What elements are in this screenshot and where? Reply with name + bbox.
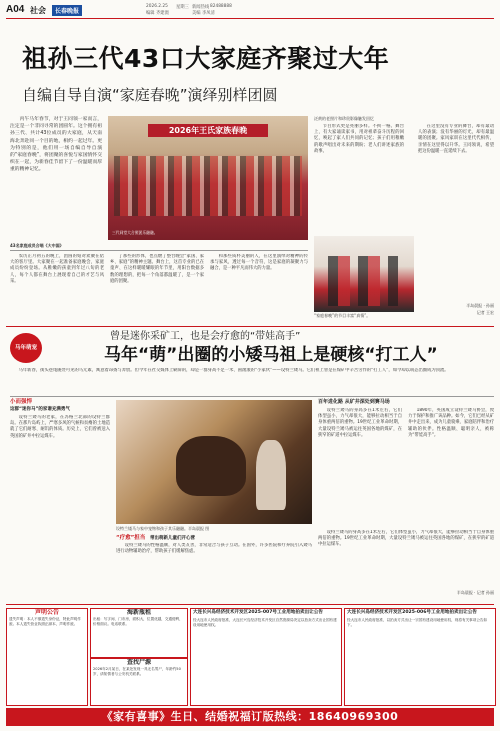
- story1-body-col2: 了那些的形体，也点燃了整台晚会“家国、家乡、家庭”的精神主题。舞台上，这首专业的已在童声、在这样暖暖耀眼的年节里，用阳台数据多数的理想的，把每一个角落都温暖了，是一个家庭的团聚。: [110, 254, 204, 284]
- story2-byline: 半岛晨报 · 记者 孙丽: [456, 590, 494, 595]
- story2-side-title: 小而强悍: [10, 399, 33, 405]
- ad-notice: [6, 608, 88, 706]
- ad-rental-title: 海新瓶租: [126, 609, 151, 616]
- ad-unknown-body-title: 查找尸源: [126, 659, 151, 666]
- story-divider: [6, 326, 494, 327]
- story1-lead: 丙午马年春节，对于王同领一家而言，注定是一个非同寻常的团圆年。这个拥有祖孙三代、共计43位成员的大家庭，从天南海北奔赴同一个目的地，相约一起过年。更为特别的是，他们用一场自编自导自演的“家庭春晚”，将团聚的喜悦与家国情怀交织在一起，为新春佳节留下了一份温暖而厚重的精神记忆。: [10, 117, 102, 173]
- photo-banner: 2026年王氏家族春晚: [148, 124, 268, 137]
- ad-land-auction-006-title: 大连长兴岛经济技术开发区2025-006号工业用地拍卖出让公告: [347, 610, 477, 615]
- story2-headline: 马年“萌”出圈的小矮马祖上是硬核“打工人”: [104, 345, 438, 365]
- story2-kicker: 曾是迷你采矿工，也是会疗愈的“带娃高手”: [110, 331, 301, 342]
- ad-rental-body: 出租：写字间、门市房，面积大，位置优越，交通便利，价格面议。电话联系。: [93, 617, 183, 626]
- hotline-label: 新闻热线: [192, 5, 210, 10]
- page-header: [6, 4, 494, 16]
- ad-land-auction-007-body: 经大连市人民政府批准，大连长兴岛经济技术开发区自然资源局决定以拍卖方式出让国有建设用地使用权。: [193, 618, 337, 627]
- ad-land-auction-006-body: 经大连市人民政府批准，以拍卖方式出让一宗国有建设用地使用权，现将有关事项公告如下。: [347, 618, 488, 627]
- story2-side-subtitle: 这群“迷你马”的家谱充满勇气: [10, 407, 70, 412]
- designer-credit: 美编 李凤清: [192, 11, 215, 16]
- story1-body-col3: 和那些质朴美丽的人，在这里演绎对精神的传承与家风，透过每一个音符，这是家庭的凝聚力与融合，是一种平凡而伟大的力量。: [210, 254, 308, 272]
- story1-photo-caption: 三代同堂大合照团乐融融。: [112, 230, 158, 235]
- header-rule: [6, 18, 494, 19]
- hotline-number: 82488888: [210, 4, 232, 9]
- story2-mid-body-right: 设特兰矮马的身高多在1米左右，它们体型虽小，力气却很大，能够拉动相当于自身体重两倍的重物。19世纪工业革命时期，大量设特兰矮马被运往英国各地的煤矿，在狭窄的矿道中拉运煤车。: [318, 530, 494, 548]
- story2-lead: 马年新春，街头巷尾随处可见的马元素，寓意着昂扬与奔放。但今年在社交媒体上刷屏的，却是一群身高不足一米、圆滚滚的“小家伙”——设特兰矮马。它们祖上曾是在煤矿中辛苦劳作的“打工人”，如今却以萌态出圈成为顶流。: [18, 368, 449, 373]
- story2-col-body: 设特兰矮马的身高多在1米左右，它们体型虽小，力气却很大，能够拉动相当于自身体重两倍的重物。19世纪工业革命时期，大量设特兰矮马被运往英国各地的煤矿，在狭窄的矿道中拉运煤车。: [318, 408, 402, 438]
- ads-divider: [6, 604, 494, 605]
- ad-unknown-body: [90, 658, 188, 706]
- ad-rental: [90, 608, 188, 658]
- ad-land-auction-007-title: 大连长兴岛经济技术开发区2025-007号工业用地拍卖出让公告: [193, 610, 323, 615]
- photo-child-shape: [256, 440, 286, 510]
- story1-group-photo: [108, 116, 308, 240]
- story2-badge-text: 马年萌宠: [14, 345, 37, 351]
- page-number: A04: [6, 4, 25, 15]
- footer-phone: 18640969300: [308, 710, 399, 723]
- ad-notice-title: 声明公告: [34, 609, 59, 616]
- story2-lead-rule: [10, 396, 494, 397]
- story2-mid-subtitle: 带出萌新儿童们开心营: [150, 536, 195, 541]
- story1-headline: 祖孙三代43口大家庭齐聚过大年: [22, 44, 390, 73]
- photo-pony-shape: [176, 436, 246, 496]
- issue-date: 2026.2.25: [146, 4, 168, 9]
- story2-photo-caption: 设特兰矮马与家中宠物和孩子其乐融融。半岛晨报 图: [116, 526, 210, 531]
- photo-performers: [328, 256, 398, 306]
- story1-byline: 半岛晨报 · 孙丽: [466, 303, 494, 308]
- story2-mid-body: 设特兰矮马的性格温顺，对人类友善，非常适合与孩子互动。在国外，许多医院和疗养院引入矮马进行动物辅助治疗，帮助孩子们缓解焦虑。: [116, 543, 312, 555]
- section-name: 社会: [30, 6, 46, 15]
- story1-subheadline: 自编自导自演“家庭春晚”演绎别样团圆: [22, 86, 278, 104]
- story2-col2-body: 1890年，英国成立设特兰矮马协会，致力于保护和推广该品种。如今，它们已经从矿井中走出来，成为儿童骑乘、家庭陪伴和治疗辅助的伙伴。性格温顺、聪明亲人，被称为“带娃高手”。: [408, 408, 494, 438]
- editor-credit: 编辑 齐建澳: [146, 11, 169, 16]
- photo-people-row: [114, 156, 302, 216]
- story1-caption-rule: [10, 250, 308, 251]
- story1-body-col1: 农历正月初五的晚上，团圆的姑对欢聚在偌大的客厅里。大家聚在一起准备家庭晚会，家庭成员纷纷登场。从稚嫩的孩童到年过八旬的老人，每个人都在舞台上展现着自己的才艺与风采。: [10, 254, 104, 284]
- story1-body-col4: 节目形式更是亮丽多样。不拘一格。舞台上，有大家诵读家书，用对祖辈奋斗历程的回忆，唤起了家人们共同的记忆；孩子们用稚嫩的歌声唱出对未来的期盼；老人们讲述家族的故事。: [314, 124, 404, 154]
- footer-banner: [6, 708, 494, 726]
- story1-photo2-caption: 泛黄的老照片和珍贵影像触发回忆: [314, 116, 374, 121]
- story2-pony-photo: [116, 400, 312, 524]
- ad-notice-body: 遗失声明：本人不慎遗失身份证，特此声明作废。本人遗失营业执照正副本，声明作废。: [9, 617, 81, 626]
- story1-body-col5: 在这里没有专业的舞台，却有最动人的表演；没有华丽的灯光，却有最温暖的团聚。家风家训在这里代代相传，亲情在这里得以升华。王同领说，希望把这份温暖一直延续下去。: [418, 124, 494, 154]
- story2-mid-title: “疗愈”担当: [116, 535, 146, 541]
- story1-tag: 记者 王宏: [476, 310, 494, 315]
- brand-logo: 长春晚报: [52, 5, 82, 16]
- story2-badge: [10, 333, 42, 363]
- story1-caption-below: 43名家庭成员合唱《大中国》: [10, 243, 64, 248]
- footer-text: 《家有喜事》生日、结婚祝福订版热线：: [101, 710, 309, 723]
- ad-land-auction-006: [344, 608, 496, 706]
- story1-photo3-caption: “家庭春晚”的节目丰富“真情”。: [314, 313, 371, 318]
- ad-land-auction-007: [190, 608, 342, 706]
- ad-unknown-body-text: 2026年2月某日，在某处发现一具无名男尸，年龄约50岁，请知情者与公安机关联系。: [93, 667, 181, 676]
- issue-weekday: 星期三: [176, 5, 189, 10]
- story2-side-body: 设特兰矮马的老家，在苏格兰北部的设特兰群岛。在那片岛屿上，严寒多风的气候和贫瘠的土地造就了它们耐寒、耐饥的体质。历史上，它们曾被送入英国的矿井中拉运煤车。: [10, 415, 110, 439]
- story2-col-title: 百年进化路 从矿井深处到赛马场: [318, 399, 390, 405]
- story1-performance-photo: [314, 236, 414, 312]
